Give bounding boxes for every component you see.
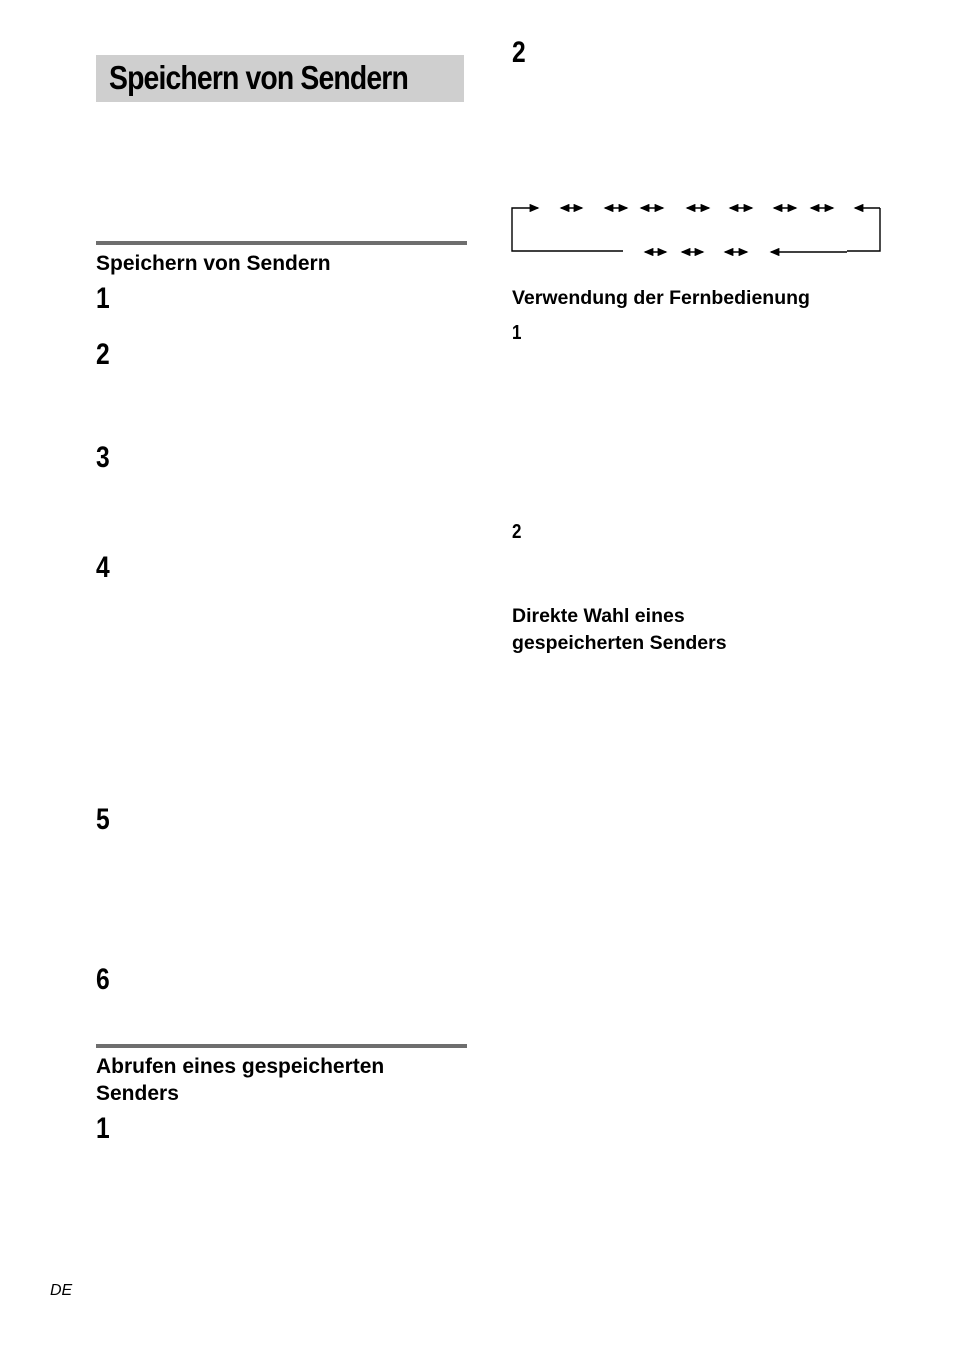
step-number: 1 [96,282,110,315]
step-number: 2 [512,36,526,69]
step-number: 2 [512,521,522,543]
section-rule [96,241,467,245]
step-number: 4 [96,551,110,584]
section-rule [96,1044,467,1048]
subheading-direct-line2: gespeicherten Senders [512,632,727,654]
section-heading-recall-line2: Senders [96,1082,179,1105]
step-number: 1 [512,322,522,344]
step-number: 2 [96,338,110,371]
step-number: 1 [96,1112,110,1145]
section-heading-recall-line1: Abrufen eines gespeicherten [96,1055,385,1078]
footer-language-code: DE [50,1282,73,1299]
subheading-remote: Verwendung der Fernbedienung [512,287,810,309]
step-number: 5 [96,803,110,836]
section-heading-store: Speichern von Sendern [96,252,331,275]
subheading-direct-line1: Direkte Wahl eines [512,605,685,627]
page-title-box [96,55,464,102]
step-number: 6 [96,963,110,996]
cycle-diagram-arrows [505,195,890,265]
step-number: 3 [96,441,110,474]
page-title: Speichern von Sendern [109,59,408,96]
